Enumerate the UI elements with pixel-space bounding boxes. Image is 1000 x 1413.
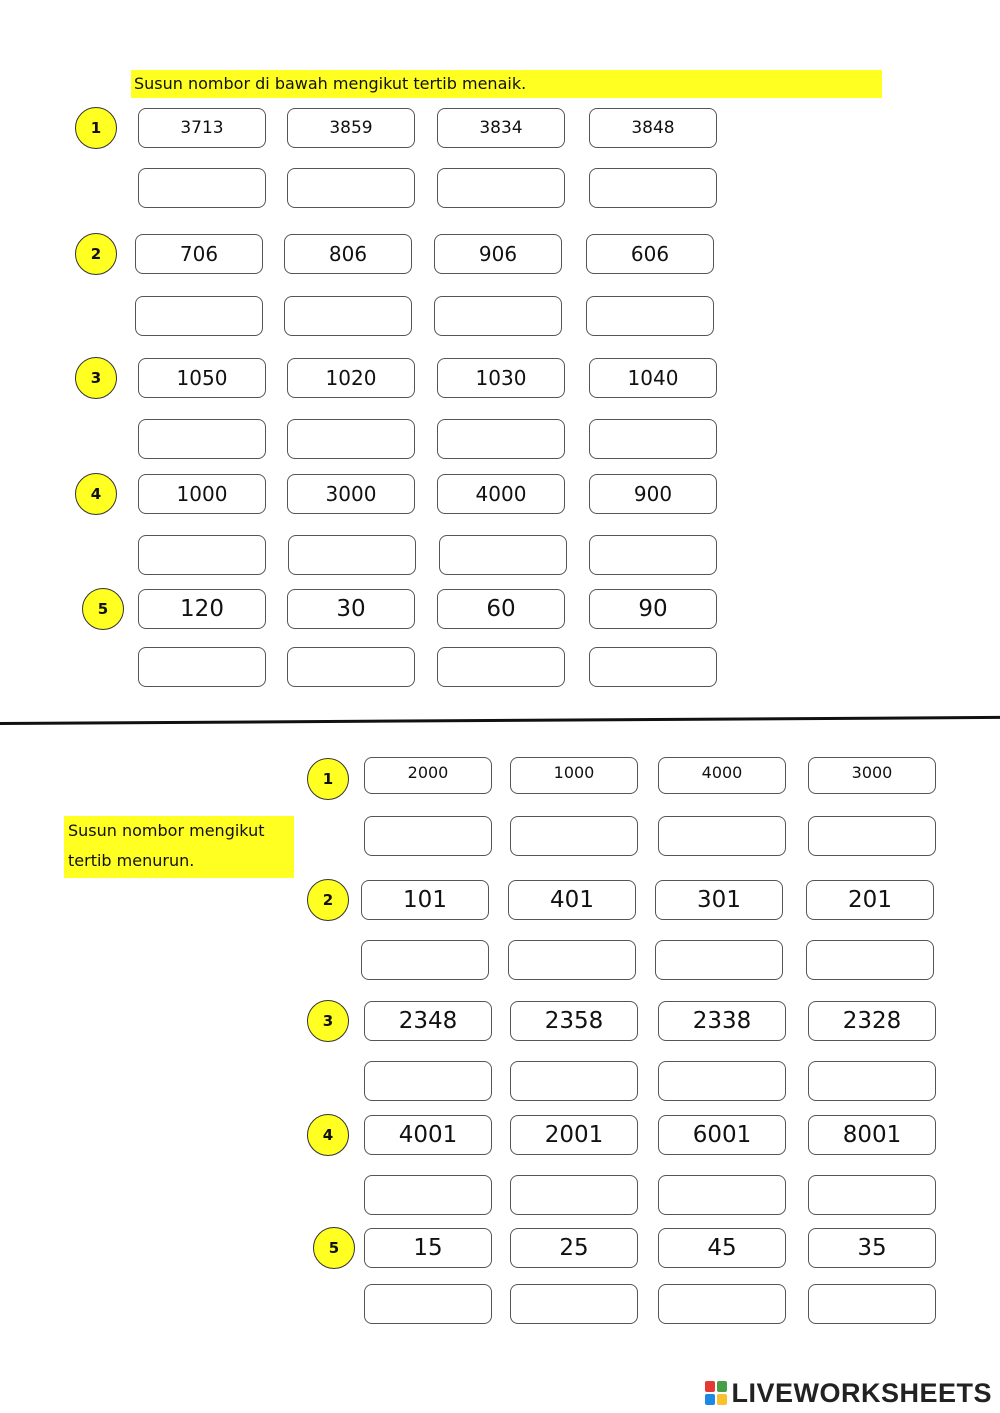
given-number-box: 201 — [806, 880, 934, 920]
answer-input[interactable] — [361, 940, 489, 980]
answer-input[interactable] — [658, 1175, 786, 1215]
given-number-box: 2348 — [364, 1001, 492, 1041]
given-number-box: 35 — [808, 1228, 936, 1268]
given-number-box: 101 — [361, 880, 489, 920]
given-number-box: 1030 — [437, 358, 565, 398]
answer-input[interactable] — [364, 816, 492, 856]
instruction-descending — [64, 816, 294, 878]
given-number-box: 3859 — [287, 108, 415, 148]
answer-input[interactable] — [808, 1284, 936, 1324]
given-number-box: 606 — [586, 234, 714, 274]
question-number-5: 5 — [82, 588, 124, 630]
section-divider — [0, 716, 1000, 725]
answer-input[interactable] — [437, 419, 565, 459]
given-number-box: 30 — [287, 589, 415, 629]
question-number-1: 1 — [307, 758, 349, 800]
answer-input[interactable] — [288, 535, 416, 575]
answer-input[interactable] — [589, 168, 717, 208]
given-number-box: 2328 — [808, 1001, 936, 1041]
answer-input[interactable] — [508, 940, 636, 980]
answer-input[interactable] — [589, 647, 717, 687]
given-number-box: 2001 — [510, 1115, 638, 1155]
answer-input[interactable] — [510, 1284, 638, 1324]
given-number-box: 4001 — [364, 1115, 492, 1155]
given-number-box: 1050 — [138, 358, 266, 398]
instruction-ascending: Susun nombor di bawah mengikut tertib menaik. — [131, 70, 882, 98]
given-number-box: 2000 — [364, 757, 492, 794]
instruction-descending-line2: tertib menurun. — [68, 851, 195, 870]
answer-input[interactable] — [589, 535, 717, 575]
given-number-box: 1000 — [138, 474, 266, 514]
given-number-box: 401 — [508, 880, 636, 920]
given-number-box: 15 — [364, 1228, 492, 1268]
answer-input[interactable] — [364, 1284, 492, 1324]
answer-input[interactable] — [437, 168, 565, 208]
answer-input[interactable] — [138, 535, 266, 575]
answer-input[interactable] — [510, 1175, 638, 1215]
given-number-box: 2338 — [658, 1001, 786, 1041]
given-number-box: 1040 — [589, 358, 717, 398]
answer-input[interactable] — [586, 296, 714, 336]
answer-input[interactable] — [808, 1061, 936, 1101]
question-number-3: 3 — [307, 1000, 349, 1042]
given-number-box: 25 — [510, 1228, 638, 1268]
answer-input[interactable] — [287, 647, 415, 687]
given-number-box: 60 — [437, 589, 565, 629]
given-number-box: 6001 — [658, 1115, 786, 1155]
answer-input[interactable] — [655, 940, 783, 980]
answer-input[interactable] — [434, 296, 562, 336]
answer-input[interactable] — [658, 1061, 786, 1101]
question-number-1: 1 — [75, 107, 117, 149]
given-number-box: 90 — [589, 589, 717, 629]
answer-input[interactable] — [138, 419, 266, 459]
instruction-descending-line1: Susun nombor mengikut — [68, 821, 265, 840]
answer-input[interactable] — [658, 1284, 786, 1324]
given-number-box: 4000 — [437, 474, 565, 514]
question-number-2: 2 — [307, 879, 349, 921]
answer-input[interactable] — [364, 1175, 492, 1215]
given-number-box: 45 — [658, 1228, 786, 1268]
given-number-box: 1000 — [510, 757, 638, 794]
answer-input[interactable] — [287, 419, 415, 459]
answer-input[interactable] — [806, 940, 934, 980]
given-number-box: 3848 — [589, 108, 717, 148]
answer-input[interactable] — [437, 647, 565, 687]
question-number-4: 4 — [307, 1114, 349, 1156]
given-number-box: 2358 — [510, 1001, 638, 1041]
answer-input[interactable] — [284, 296, 412, 336]
answer-input[interactable] — [287, 168, 415, 208]
given-number-box: 1020 — [287, 358, 415, 398]
given-number-box: 906 — [434, 234, 562, 274]
answer-input[interactable] — [510, 816, 638, 856]
given-number-box: 3000 — [287, 474, 415, 514]
answer-input[interactable] — [658, 816, 786, 856]
given-number-box: 4000 — [658, 757, 786, 794]
answer-input[interactable] — [589, 419, 717, 459]
answer-input[interactable] — [439, 535, 567, 575]
question-number-5: 5 — [313, 1227, 355, 1269]
given-number-box: 3834 — [437, 108, 565, 148]
answer-input[interactable] — [808, 1175, 936, 1215]
answer-input[interactable] — [808, 816, 936, 856]
given-number-box: 8001 — [808, 1115, 936, 1155]
answer-input[interactable] — [364, 1061, 492, 1101]
given-number-box: 900 — [589, 474, 717, 514]
liveworksheets-logo-icon — [705, 1381, 727, 1405]
question-number-2: 2 — [75, 233, 117, 275]
given-number-box: 3000 — [808, 757, 936, 794]
answer-input[interactable] — [138, 647, 266, 687]
answer-input[interactable] — [135, 296, 263, 336]
answer-input[interactable] — [138, 168, 266, 208]
brand-name: LIVEWORKSHEETS — [731, 1377, 992, 1408]
question-number-3: 3 — [75, 357, 117, 399]
given-number-box: 706 — [135, 234, 263, 274]
answer-input[interactable] — [510, 1061, 638, 1101]
given-number-box: 3713 — [138, 108, 266, 148]
given-number-box: 806 — [284, 234, 412, 274]
question-number-4: 4 — [75, 473, 117, 515]
given-number-box: 301 — [655, 880, 783, 920]
liveworksheets-brand — [705, 1376, 992, 1410]
given-number-box: 120 — [138, 589, 266, 629]
